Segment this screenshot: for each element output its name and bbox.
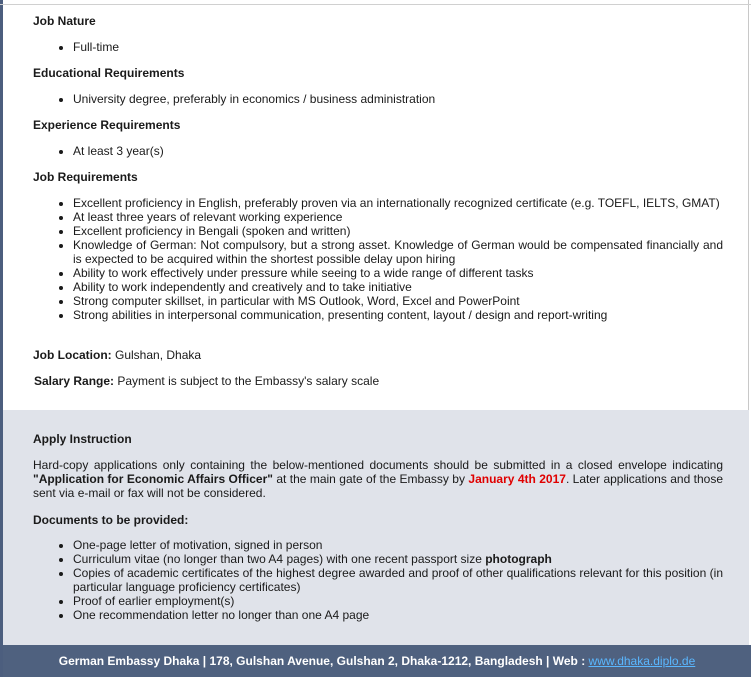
position-title: "Application for Economic Affairs Officer" xyxy=(33,472,273,486)
education-heading: Educational Requirements xyxy=(33,66,185,80)
list-item: • Ability to work effectively under pressure while seeing to a wide range of different tasks xyxy=(73,266,723,280)
list-item: • Proof of earlier employment(s) xyxy=(73,594,723,608)
list-item: • Curriculum vitae (no longer than two A4 pages) with one recent passport size photograph xyxy=(73,552,723,566)
footer-bar xyxy=(3,645,751,677)
apply-text-before: Hard-copy applications only containing the below-mentioned documents should be submitted in a closed envelope indicating xyxy=(33,458,723,472)
job-location-value: Gulshan, Dhaka xyxy=(111,348,202,362)
documents-heading: Documents to be provided: xyxy=(33,513,189,527)
apply-instruction-section xyxy=(3,410,749,645)
job-location-label: Job Location: xyxy=(33,348,112,362)
list-item: • At least 3 year(s) xyxy=(73,144,723,158)
list-item: • Strong computer skillset, in particular with MS Outlook, Word, Excel and PowerPoint xyxy=(73,294,723,308)
salary-value: Payment is subject to the Embassy's salary scale xyxy=(114,374,380,388)
apply-heading: Apply Instruction xyxy=(33,432,132,446)
job-nature-heading: Job Nature xyxy=(33,14,96,28)
apply-text-after: . Later applications and those sent via e-mail or fax will not be considered. xyxy=(33,472,724,500)
website-link[interactable]: www.dhaka.diplo.de xyxy=(588,654,696,668)
list-item: • Full-time xyxy=(73,40,723,54)
list-item: • University degree, preferably in economics / business administration xyxy=(73,92,723,106)
job-requirements-list xyxy=(33,196,723,322)
deadline-date: January 4th 2017 xyxy=(468,472,566,486)
list-item: • Strong abilities in interpersonal communication, presenting content, layout / design and report-writing xyxy=(73,308,723,322)
list-item: • Copies of academic certificates of the highest degree awarded and proof of other qualifications relevant for this position (in particular language proficiency certificates) xyxy=(73,566,723,594)
apply-text-middle: at the main gate of the Embassy by xyxy=(272,472,469,486)
list-item: • Excellent proficiency in English, preferably proven via an internationally recognized certificate (e.g. TOEFL, IELTS, GMAT) xyxy=(73,196,723,210)
apply-paragraph xyxy=(33,458,723,500)
list-item: • One-page letter of motivation, signed in person xyxy=(73,538,723,552)
list-item: • Ability to work independently and creatively and to take initiative xyxy=(73,280,723,294)
list-item: • Excellent proficiency in Bengali (spoken and written) xyxy=(73,224,723,238)
salary-label: Salary Range: xyxy=(34,374,115,388)
list-item: • At least three years of relevant working experience xyxy=(73,210,723,224)
salary-range xyxy=(34,374,379,388)
photograph-emphasis: photograph xyxy=(485,552,552,566)
education-list xyxy=(33,92,723,106)
experience-list xyxy=(33,144,723,158)
job-requirements-heading: Job Requirements xyxy=(33,170,138,184)
list-item: • Knowledge of German: Not compulsory, but a strong asset. Knowledge of German would be compensated financially and is expected to be acquired within the shortest possible delay upon hiring xyxy=(73,238,723,266)
top-divider xyxy=(0,4,751,5)
experience-heading: Experience Requirements xyxy=(33,118,181,132)
footer-address: German Embassy Dhaka | 178, Gulshan Avenue, Gulshan 2, Dhaka-1212, Bangladesh | Web : xyxy=(58,654,589,668)
job-location xyxy=(33,348,201,362)
job-nature-list xyxy=(33,40,723,54)
list-item: • One recommendation letter no longer than one A4 page xyxy=(73,608,723,622)
documents-list xyxy=(33,538,723,622)
